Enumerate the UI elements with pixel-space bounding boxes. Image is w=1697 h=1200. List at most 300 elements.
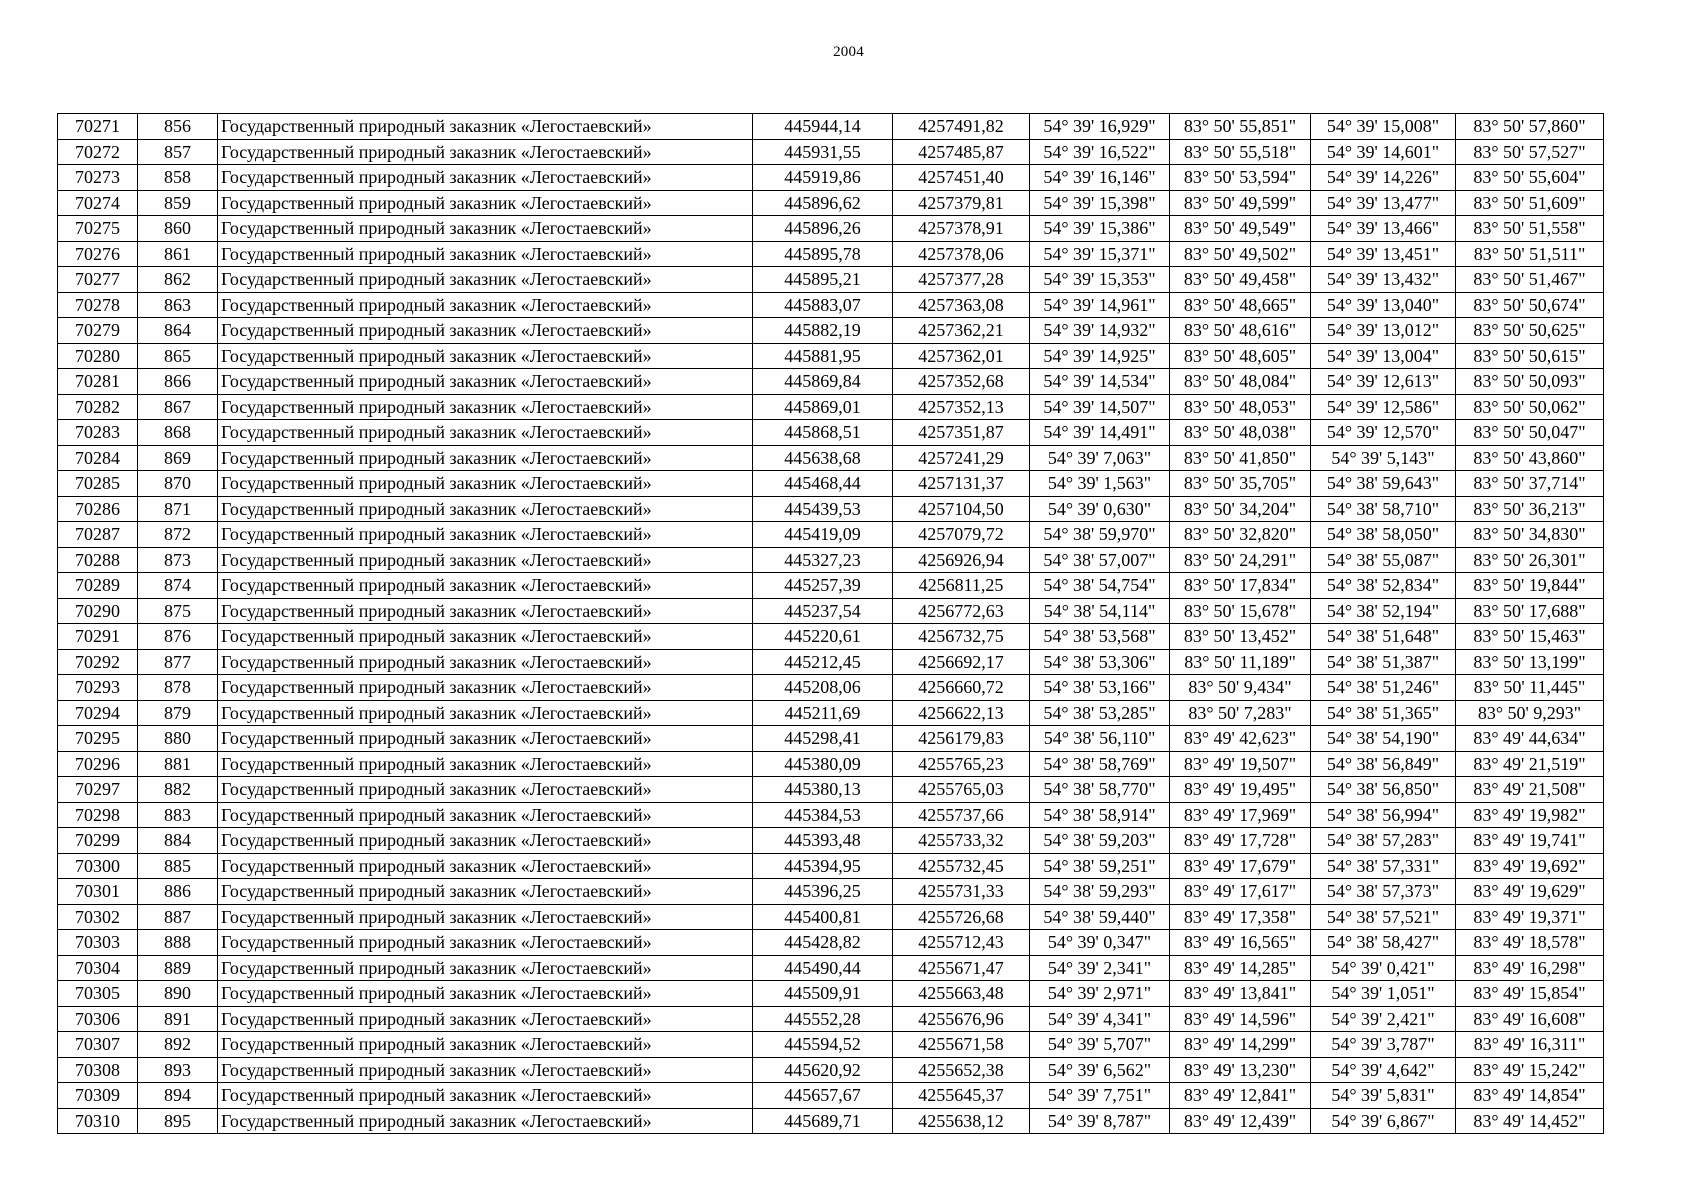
- x-coordinate-cell: 445384,53: [753, 802, 893, 828]
- x-coordinate-cell: 445237,54: [753, 598, 893, 624]
- name-cell: Государственный природный заказник «Легостаевский»: [218, 879, 753, 905]
- point-number-cell: 887: [138, 904, 218, 930]
- name-cell: Государственный природный заказник «Легостаевский»: [218, 190, 753, 216]
- row-id-cell: 70306: [58, 1006, 138, 1032]
- y-coordinate-cell: 4255645,37: [893, 1083, 1030, 1109]
- row-id-cell: 70294: [58, 700, 138, 726]
- y-coordinate-cell: 4257491,82: [893, 114, 1030, 140]
- name-cell: Государственный природный заказник «Легостаевский»: [218, 802, 753, 828]
- latitude-2-cell: 54° 39' 13,477": [1311, 190, 1456, 216]
- longitude-1-cell: 83° 49' 13,841": [1170, 981, 1311, 1007]
- point-number-cell: 864: [138, 318, 218, 344]
- name-cell: Государственный природный заказник «Легостаевский»: [218, 904, 753, 930]
- x-coordinate-cell: 445895,78: [753, 241, 893, 267]
- latitude-1-cell: 54° 39' 16,929": [1030, 114, 1170, 140]
- row-id-cell: 70308: [58, 1057, 138, 1083]
- latitude-1-cell: 54° 39' 15,353": [1030, 267, 1170, 293]
- table-row: [58, 981, 1604, 1007]
- latitude-2-cell: 54° 39' 5,831": [1311, 1083, 1456, 1109]
- point-number-cell: 878: [138, 675, 218, 701]
- y-coordinate-cell: 4257352,68: [893, 369, 1030, 395]
- longitude-1-cell: 83° 50' 49,458": [1170, 267, 1311, 293]
- x-coordinate-cell: 445638,68: [753, 445, 893, 471]
- row-id-cell: 70273: [58, 165, 138, 191]
- latitude-2-cell: 54° 38' 51,648": [1311, 624, 1456, 650]
- latitude-1-cell: 54° 39' 15,371": [1030, 241, 1170, 267]
- longitude-1-cell: 83° 49' 12,439": [1170, 1108, 1311, 1134]
- table-row: [58, 751, 1604, 777]
- x-coordinate-cell: 445211,69: [753, 700, 893, 726]
- table-row: [58, 547, 1604, 573]
- y-coordinate-cell: 4257451,40: [893, 165, 1030, 191]
- latitude-1-cell: 54° 39' 14,534": [1030, 369, 1170, 395]
- y-coordinate-cell: 4257131,37: [893, 471, 1030, 497]
- latitude-1-cell: 54° 38' 59,203": [1030, 828, 1170, 854]
- latitude-2-cell: 54° 39' 2,421": [1311, 1006, 1456, 1032]
- x-coordinate-cell: 445896,62: [753, 190, 893, 216]
- row-id-cell: 70284: [58, 445, 138, 471]
- point-number-cell: 891: [138, 1006, 218, 1032]
- longitude-1-cell: 83° 49' 17,679": [1170, 853, 1311, 879]
- x-coordinate-cell: 445439,53: [753, 496, 893, 522]
- latitude-2-cell: 54° 38' 58,427": [1311, 930, 1456, 956]
- latitude-1-cell: 54° 38' 59,970": [1030, 522, 1170, 548]
- row-id-cell: 70296: [58, 751, 138, 777]
- y-coordinate-cell: 4255712,43: [893, 930, 1030, 956]
- table-row: [58, 726, 1604, 752]
- x-coordinate-cell: 445944,14: [753, 114, 893, 140]
- table-row: [58, 573, 1604, 599]
- name-cell: Государственный природный заказник «Легостаевский»: [218, 165, 753, 191]
- latitude-2-cell: 54° 38' 56,849": [1311, 751, 1456, 777]
- name-cell: Государственный природный заказник «Легостаевский»: [218, 1057, 753, 1083]
- name-cell: Государственный природный заказник «Легостаевский»: [218, 445, 753, 471]
- latitude-1-cell: 54° 39' 6,562": [1030, 1057, 1170, 1083]
- row-id-cell: 70286: [58, 496, 138, 522]
- y-coordinate-cell: 4256926,94: [893, 547, 1030, 573]
- latitude-2-cell: 54° 39' 14,601": [1311, 139, 1456, 165]
- longitude-1-cell: 83° 49' 14,299": [1170, 1032, 1311, 1058]
- row-id-cell: 70280: [58, 343, 138, 369]
- latitude-2-cell: 54° 39' 13,040": [1311, 292, 1456, 318]
- latitude-1-cell: 54° 38' 54,754": [1030, 573, 1170, 599]
- x-coordinate-cell: 445896,26: [753, 216, 893, 242]
- row-id-cell: 70305: [58, 981, 138, 1007]
- longitude-2-cell: 83° 50' 11,445": [1456, 675, 1604, 701]
- y-coordinate-cell: 4257485,87: [893, 139, 1030, 165]
- latitude-2-cell: 54° 38' 54,190": [1311, 726, 1456, 752]
- latitude-2-cell: 54° 39' 4,642": [1311, 1057, 1456, 1083]
- x-coordinate-cell: 445220,61: [753, 624, 893, 650]
- x-coordinate-cell: 445468,44: [753, 471, 893, 497]
- point-number-cell: 890: [138, 981, 218, 1007]
- point-number-cell: 895: [138, 1108, 218, 1134]
- longitude-1-cell: 83° 50' 48,053": [1170, 394, 1311, 420]
- name-cell: Государственный природный заказник «Легостаевский»: [218, 318, 753, 344]
- table-row: [58, 369, 1604, 395]
- point-number-cell: 880: [138, 726, 218, 752]
- latitude-2-cell: 54° 39' 13,451": [1311, 241, 1456, 267]
- x-coordinate-cell: 445393,48: [753, 828, 893, 854]
- row-id-cell: 70307: [58, 1032, 138, 1058]
- y-coordinate-cell: 4255732,45: [893, 853, 1030, 879]
- name-cell: Государственный природный заказник «Легостаевский»: [218, 522, 753, 548]
- latitude-2-cell: 54° 39' 14,226": [1311, 165, 1456, 191]
- x-coordinate-cell: 445883,07: [753, 292, 893, 318]
- x-coordinate-cell: 445380,13: [753, 777, 893, 803]
- y-coordinate-cell: 4255726,68: [893, 904, 1030, 930]
- latitude-2-cell: 54° 39' 5,143": [1311, 445, 1456, 471]
- name-cell: Государственный природный заказник «Легостаевский»: [218, 624, 753, 650]
- longitude-2-cell: 83° 50' 57,860": [1456, 114, 1604, 140]
- row-id-cell: 70287: [58, 522, 138, 548]
- longitude-1-cell: 83° 49' 12,841": [1170, 1083, 1311, 1109]
- latitude-1-cell: 54° 39' 7,063": [1030, 445, 1170, 471]
- longitude-1-cell: 83° 49' 17,358": [1170, 904, 1311, 930]
- row-id-cell: 70290: [58, 598, 138, 624]
- x-coordinate-cell: 445380,09: [753, 751, 893, 777]
- latitude-1-cell: 54° 39' 14,491": [1030, 420, 1170, 446]
- latitude-1-cell: 54° 39' 16,522": [1030, 139, 1170, 165]
- longitude-1-cell: 83° 50' 9,434": [1170, 675, 1311, 701]
- point-number-cell: 875: [138, 598, 218, 624]
- longitude-2-cell: 83° 50' 50,625": [1456, 318, 1604, 344]
- latitude-2-cell: 54° 38' 51,365": [1311, 700, 1456, 726]
- longitude-1-cell: 83° 50' 15,678": [1170, 598, 1311, 624]
- table-row: [58, 292, 1604, 318]
- longitude-2-cell: 83° 49' 18,578": [1456, 930, 1604, 956]
- name-cell: Государственный природный заказник «Легостаевский»: [218, 1108, 753, 1134]
- latitude-2-cell: 54° 38' 52,194": [1311, 598, 1456, 624]
- x-coordinate-cell: 445509,91: [753, 981, 893, 1007]
- table-row: [58, 114, 1604, 140]
- y-coordinate-cell: 4256692,17: [893, 649, 1030, 675]
- longitude-1-cell: 83° 50' 48,038": [1170, 420, 1311, 446]
- x-coordinate-cell: 445400,81: [753, 904, 893, 930]
- longitude-1-cell: 83° 50' 55,518": [1170, 139, 1311, 165]
- latitude-2-cell: 54° 38' 57,283": [1311, 828, 1456, 854]
- longitude-1-cell: 83° 49' 14,596": [1170, 1006, 1311, 1032]
- longitude-2-cell: 83° 49' 15,854": [1456, 981, 1604, 1007]
- point-number-cell: 866: [138, 369, 218, 395]
- x-coordinate-cell: 445552,28: [753, 1006, 893, 1032]
- x-coordinate-cell: 445419,09: [753, 522, 893, 548]
- name-cell: Государственный природный заказник «Легостаевский»: [218, 598, 753, 624]
- name-cell: Государственный природный заказник «Легостаевский»: [218, 1032, 753, 1058]
- longitude-2-cell: 83° 49' 16,311": [1456, 1032, 1604, 1058]
- longitude-2-cell: 83° 50' 50,615": [1456, 343, 1604, 369]
- row-id-cell: 70300: [58, 853, 138, 879]
- y-coordinate-cell: 4255671,58: [893, 1032, 1030, 1058]
- table-row: [58, 216, 1604, 242]
- row-id-cell: 70292: [58, 649, 138, 675]
- longitude-1-cell: 83° 50' 49,502": [1170, 241, 1311, 267]
- table-row: [58, 522, 1604, 548]
- x-coordinate-cell: 445919,86: [753, 165, 893, 191]
- latitude-2-cell: 54° 39' 12,570": [1311, 420, 1456, 446]
- latitude-2-cell: 54° 39' 13,004": [1311, 343, 1456, 369]
- point-number-cell: 858: [138, 165, 218, 191]
- y-coordinate-cell: 4255652,38: [893, 1057, 1030, 1083]
- table-row: [58, 1006, 1604, 1032]
- table-row: [58, 420, 1604, 446]
- table-row: [58, 139, 1604, 165]
- point-number-cell: 857: [138, 139, 218, 165]
- longitude-2-cell: 83° 50' 50,062": [1456, 394, 1604, 420]
- point-number-cell: 863: [138, 292, 218, 318]
- latitude-2-cell: 54° 38' 56,850": [1311, 777, 1456, 803]
- name-cell: Государственный природный заказник «Легостаевский»: [218, 267, 753, 293]
- latitude-2-cell: 54° 39' 1,051": [1311, 981, 1456, 1007]
- row-id-cell: 70279: [58, 318, 138, 344]
- point-number-cell: 862: [138, 267, 218, 293]
- latitude-1-cell: 54° 39' 5,707": [1030, 1032, 1170, 1058]
- y-coordinate-cell: 4257378,06: [893, 241, 1030, 267]
- x-coordinate-cell: 445490,44: [753, 955, 893, 981]
- table-row: [58, 343, 1604, 369]
- point-number-cell: 885: [138, 853, 218, 879]
- latitude-2-cell: 54° 39' 13,012": [1311, 318, 1456, 344]
- table-row: [58, 904, 1604, 930]
- table-row: [58, 828, 1604, 854]
- y-coordinate-cell: 4257079,72: [893, 522, 1030, 548]
- table-row: [58, 165, 1604, 191]
- longitude-1-cell: 83° 50' 7,283": [1170, 700, 1311, 726]
- longitude-2-cell: 83° 50' 36,213": [1456, 496, 1604, 522]
- row-id-cell: 70283: [58, 420, 138, 446]
- longitude-1-cell: 83° 50' 41,850": [1170, 445, 1311, 471]
- table-row: [58, 879, 1604, 905]
- longitude-1-cell: 83° 49' 17,617": [1170, 879, 1311, 905]
- row-id-cell: 70303: [58, 930, 138, 956]
- table-body: [58, 114, 1604, 1134]
- point-number-cell: 868: [138, 420, 218, 446]
- latitude-2-cell: 54° 39' 0,421": [1311, 955, 1456, 981]
- name-cell: Государственный природный заказник «Легостаевский»: [218, 955, 753, 981]
- latitude-1-cell: 54° 39' 14,507": [1030, 394, 1170, 420]
- longitude-2-cell: 83° 50' 37,714": [1456, 471, 1604, 497]
- longitude-1-cell: 83° 49' 19,507": [1170, 751, 1311, 777]
- x-coordinate-cell: 445869,01: [753, 394, 893, 420]
- table-row: [58, 675, 1604, 701]
- latitude-2-cell: 54° 38' 58,050": [1311, 522, 1456, 548]
- table-row: [58, 318, 1604, 344]
- row-id-cell: 70301: [58, 879, 138, 905]
- x-coordinate-cell: 445212,45: [753, 649, 893, 675]
- x-coordinate-cell: 445298,41: [753, 726, 893, 752]
- table-row: [58, 445, 1604, 471]
- latitude-2-cell: 54° 39' 3,787": [1311, 1032, 1456, 1058]
- longitude-1-cell: 83° 49' 16,565": [1170, 930, 1311, 956]
- name-cell: Государственный природный заказник «Легостаевский»: [218, 777, 753, 803]
- latitude-1-cell: 54° 39' 0,630": [1030, 496, 1170, 522]
- longitude-1-cell: 83° 50' 49,599": [1170, 190, 1311, 216]
- y-coordinate-cell: 4257379,81: [893, 190, 1030, 216]
- y-coordinate-cell: 4256772,63: [893, 598, 1030, 624]
- y-coordinate-cell: 4256179,83: [893, 726, 1030, 752]
- point-number-cell: 865: [138, 343, 218, 369]
- y-coordinate-cell: 4256660,72: [893, 675, 1030, 701]
- latitude-1-cell: 54° 38' 59,440": [1030, 904, 1170, 930]
- y-coordinate-cell: 4257241,29: [893, 445, 1030, 471]
- name-cell: Государственный природный заказник «Легостаевский»: [218, 700, 753, 726]
- name-cell: Государственный природный заказник «Легостаевский»: [218, 573, 753, 599]
- latitude-1-cell: 54° 38' 53,166": [1030, 675, 1170, 701]
- row-id-cell: 70310: [58, 1108, 138, 1134]
- point-number-cell: 870: [138, 471, 218, 497]
- point-number-cell: 894: [138, 1083, 218, 1109]
- latitude-1-cell: 54° 39' 2,971": [1030, 981, 1170, 1007]
- point-number-cell: 881: [138, 751, 218, 777]
- name-cell: Государственный природный заказник «Легостаевский»: [218, 139, 753, 165]
- table-row: [58, 1057, 1604, 1083]
- longitude-1-cell: 83° 50' 11,189": [1170, 649, 1311, 675]
- y-coordinate-cell: 4257352,13: [893, 394, 1030, 420]
- row-id-cell: 70299: [58, 828, 138, 854]
- latitude-2-cell: 54° 39' 13,466": [1311, 216, 1456, 242]
- point-number-cell: 886: [138, 879, 218, 905]
- point-number-cell: 859: [138, 190, 218, 216]
- latitude-1-cell: 54° 39' 1,563": [1030, 471, 1170, 497]
- row-id-cell: 70275: [58, 216, 138, 242]
- longitude-2-cell: 83° 50' 50,674": [1456, 292, 1604, 318]
- point-number-cell: 892: [138, 1032, 218, 1058]
- latitude-2-cell: 54° 38' 58,710": [1311, 496, 1456, 522]
- latitude-2-cell: 54° 39' 12,613": [1311, 369, 1456, 395]
- row-id-cell: 70285: [58, 471, 138, 497]
- y-coordinate-cell: 4256622,13: [893, 700, 1030, 726]
- latitude-1-cell: 54° 39' 2,341": [1030, 955, 1170, 981]
- table-row: [58, 649, 1604, 675]
- latitude-1-cell: 54° 38' 59,251": [1030, 853, 1170, 879]
- longitude-1-cell: 83° 50' 17,834": [1170, 573, 1311, 599]
- name-cell: Государственный природный заказник «Легостаевский»: [218, 241, 753, 267]
- y-coordinate-cell: 4255663,48: [893, 981, 1030, 1007]
- latitude-2-cell: 54° 38' 52,834": [1311, 573, 1456, 599]
- x-coordinate-cell: 445208,06: [753, 675, 893, 701]
- latitude-1-cell: 54° 39' 14,932": [1030, 318, 1170, 344]
- row-id-cell: 70293: [58, 675, 138, 701]
- longitude-2-cell: 83° 50' 15,463": [1456, 624, 1604, 650]
- longitude-1-cell: 83° 50' 48,665": [1170, 292, 1311, 318]
- row-id-cell: 70274: [58, 190, 138, 216]
- y-coordinate-cell: 4255765,03: [893, 777, 1030, 803]
- latitude-2-cell: 54° 38' 57,331": [1311, 853, 1456, 879]
- table-row: [58, 598, 1604, 624]
- latitude-2-cell: 54° 39' 6,867": [1311, 1108, 1456, 1134]
- latitude-1-cell: 54° 39' 15,386": [1030, 216, 1170, 242]
- row-id-cell: 70288: [58, 547, 138, 573]
- longitude-2-cell: 83° 50' 51,609": [1456, 190, 1604, 216]
- longitude-2-cell: 83° 49' 21,519": [1456, 751, 1604, 777]
- name-cell: Государственный природный заказник «Легостаевский»: [218, 114, 753, 140]
- longitude-2-cell: 83° 50' 13,199": [1456, 649, 1604, 675]
- longitude-1-cell: 83° 49' 17,969": [1170, 802, 1311, 828]
- y-coordinate-cell: 4257362,21: [893, 318, 1030, 344]
- point-number-cell: 856: [138, 114, 218, 140]
- longitude-2-cell: 83° 50' 9,293": [1456, 700, 1604, 726]
- row-id-cell: 70277: [58, 267, 138, 293]
- table-row: [58, 930, 1604, 956]
- longitude-2-cell: 83° 50' 43,860": [1456, 445, 1604, 471]
- longitude-2-cell: 83° 50' 34,830": [1456, 522, 1604, 548]
- longitude-2-cell: 83° 49' 14,452": [1456, 1108, 1604, 1134]
- longitude-2-cell: 83° 50' 55,604": [1456, 165, 1604, 191]
- table-row: [58, 1032, 1604, 1058]
- longitude-1-cell: 83° 50' 34,204": [1170, 496, 1311, 522]
- longitude-1-cell: 83° 49' 13,230": [1170, 1057, 1311, 1083]
- name-cell: Государственный природный заказник «Легостаевский»: [218, 369, 753, 395]
- point-number-cell: 882: [138, 777, 218, 803]
- name-cell: Государственный природный заказник «Легостаевский»: [218, 547, 753, 573]
- longitude-2-cell: 83° 50' 26,301": [1456, 547, 1604, 573]
- name-cell: Государственный природный заказник «Легостаевский»: [218, 343, 753, 369]
- row-id-cell: 70309: [58, 1083, 138, 1109]
- table-row: [58, 802, 1604, 828]
- point-number-cell: 893: [138, 1057, 218, 1083]
- latitude-1-cell: 54° 38' 58,770": [1030, 777, 1170, 803]
- longitude-2-cell: 83° 50' 19,844": [1456, 573, 1604, 599]
- longitude-1-cell: 83° 50' 13,452": [1170, 624, 1311, 650]
- name-cell: Государственный природный заказник «Легостаевский»: [218, 675, 753, 701]
- y-coordinate-cell: 4257351,87: [893, 420, 1030, 446]
- row-id-cell: 70297: [58, 777, 138, 803]
- coordinates-table: [57, 113, 1604, 1134]
- longitude-1-cell: 83° 49' 14,285": [1170, 955, 1311, 981]
- longitude-1-cell: 83° 50' 55,851": [1170, 114, 1311, 140]
- table-row: [58, 496, 1604, 522]
- x-coordinate-cell: 445620,92: [753, 1057, 893, 1083]
- longitude-2-cell: 83° 50' 17,688": [1456, 598, 1604, 624]
- name-cell: Государственный природный заказник «Легостаевский»: [218, 1006, 753, 1032]
- point-number-cell: 888: [138, 930, 218, 956]
- name-cell: Государственный природный заказник «Легостаевский»: [218, 216, 753, 242]
- longitude-2-cell: 83° 49' 19,741": [1456, 828, 1604, 854]
- latitude-1-cell: 54° 39' 7,751": [1030, 1083, 1170, 1109]
- y-coordinate-cell: 4257104,50: [893, 496, 1030, 522]
- x-coordinate-cell: 445394,95: [753, 853, 893, 879]
- latitude-2-cell: 54° 39' 12,586": [1311, 394, 1456, 420]
- row-id-cell: 70281: [58, 369, 138, 395]
- table-row: [58, 777, 1604, 803]
- table-row: [58, 955, 1604, 981]
- y-coordinate-cell: 4256811,25: [893, 573, 1030, 599]
- point-number-cell: 871: [138, 496, 218, 522]
- name-cell: Государственный природный заказник «Легостаевский»: [218, 981, 753, 1007]
- row-id-cell: 70295: [58, 726, 138, 752]
- row-id-cell: 70271: [58, 114, 138, 140]
- y-coordinate-cell: 4255733,32: [893, 828, 1030, 854]
- x-coordinate-cell: 445428,82: [753, 930, 893, 956]
- latitude-1-cell: 54° 39' 14,961": [1030, 292, 1170, 318]
- longitude-2-cell: 83° 49' 19,629": [1456, 879, 1604, 905]
- latitude-1-cell: 54° 38' 58,769": [1030, 751, 1170, 777]
- table-row: [58, 1083, 1604, 1109]
- table-row: [58, 394, 1604, 420]
- name-cell: Государственный природный заказник «Легостаевский»: [218, 1083, 753, 1109]
- x-coordinate-cell: 445594,52: [753, 1032, 893, 1058]
- y-coordinate-cell: 4257378,91: [893, 216, 1030, 242]
- table-row: [58, 241, 1604, 267]
- longitude-1-cell: 83° 50' 24,291": [1170, 547, 1311, 573]
- table-row: [58, 1108, 1604, 1134]
- x-coordinate-cell: 445931,55: [753, 139, 893, 165]
- longitude-2-cell: 83° 49' 21,508": [1456, 777, 1604, 803]
- longitude-2-cell: 83° 50' 50,047": [1456, 420, 1604, 446]
- latitude-2-cell: 54° 38' 51,246": [1311, 675, 1456, 701]
- latitude-1-cell: 54° 38' 53,568": [1030, 624, 1170, 650]
- name-cell: Государственный природный заказник «Легостаевский»: [218, 930, 753, 956]
